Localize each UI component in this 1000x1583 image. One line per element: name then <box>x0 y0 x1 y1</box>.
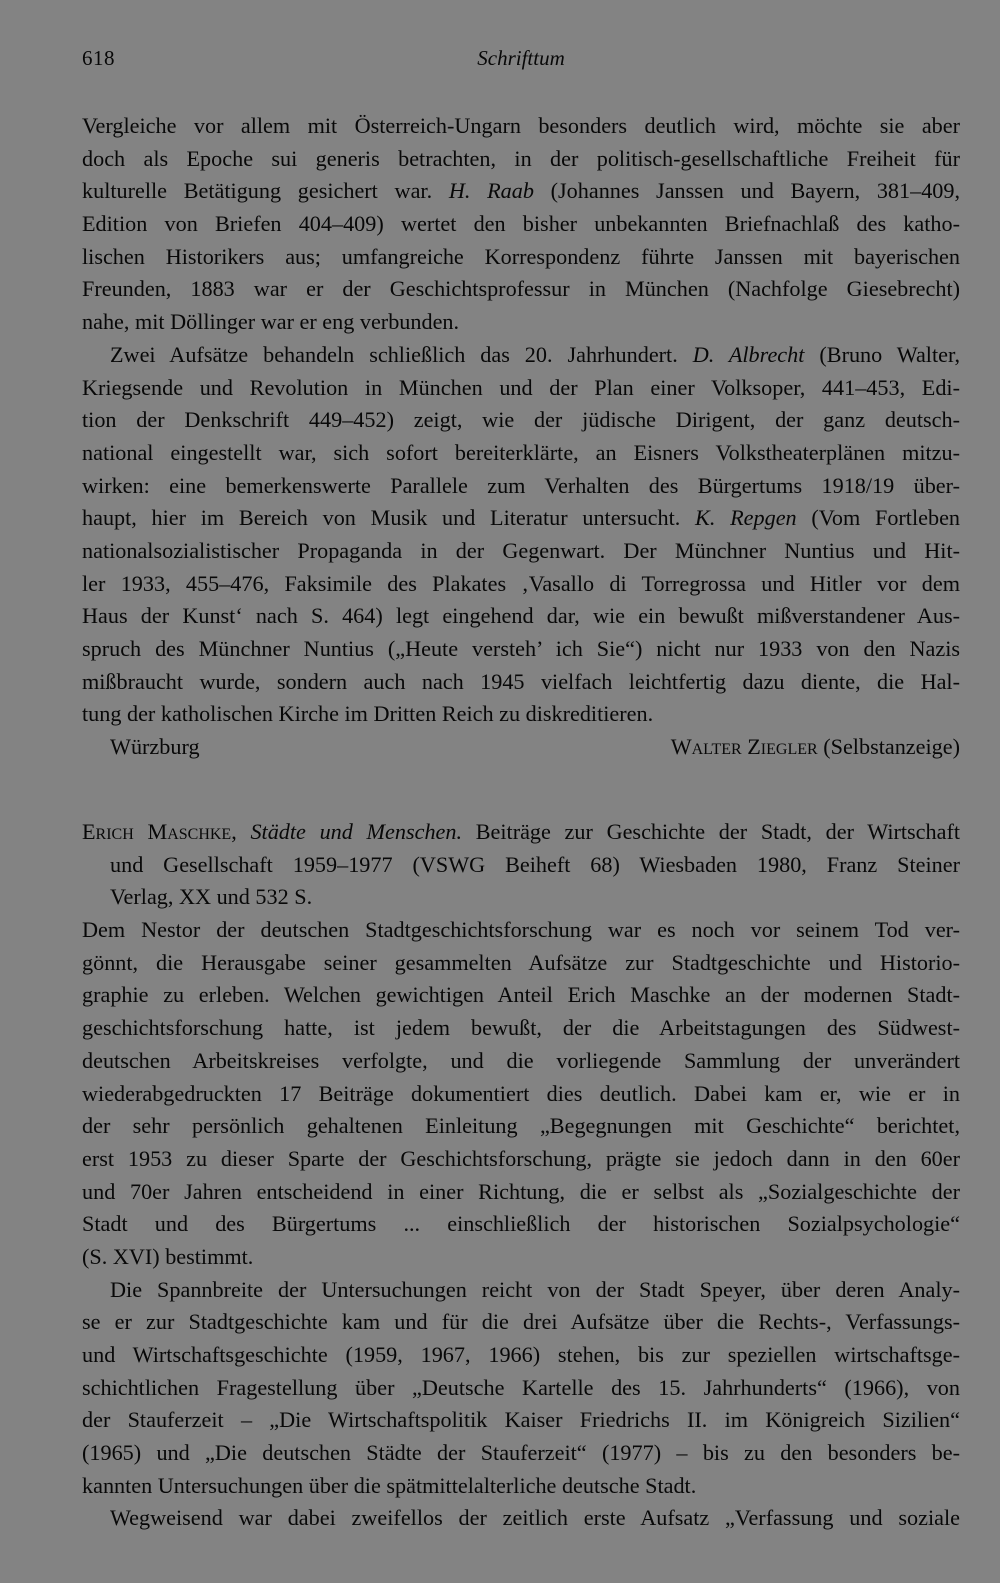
text-line <box>82 175 960 208</box>
review-maschke <box>82 816 960 1535</box>
text-line: wiederabgedruckten 17 Beiträge dokumentiert dies deutlich. Dabei kam er, wie er in <box>82 1080 960 1106</box>
text-line: nahe, mit Döllinger war er eng verbunden. <box>82 309 460 335</box>
running-title: Schrifttum <box>477 46 565 70</box>
reviewer-name: Walter Ziegler <box>670 734 818 760</box>
author-name: D. Albrecht <box>692 341 805 367</box>
text-line: gönnt, die Herausgabe seiner gesammelten Aufsätze zur Stadtgeschichte und Historio- <box>82 949 960 975</box>
text-line: deutschen Arbeitskreises verfolgte, und die vorliegende Sammlung der unverändert <box>82 1047 960 1073</box>
review-place: Würzburg <box>110 734 200 760</box>
text-line: geschichtsforschung hatte, ist jedem bewußt, der die Arbeitstagungen des Südwest- <box>82 1015 960 1041</box>
running-head <box>82 46 960 76</box>
text-line: graphie zu erleben. Welchen gewichtigen Anteil Erich Maschke an der modernen Stadt- <box>82 982 960 1008</box>
bibliographic-heading <box>82 816 960 849</box>
text-line: doch als Epoche sui generis betrachten, in der politisch-gesellschaftliche Freiheit für <box>82 145 960 171</box>
book-author: Erich Maschke, <box>82 819 237 844</box>
text-segment: (Johannes Janssen und Bayern, 381–409, <box>550 178 961 204</box>
text-segment: (Bruno Walter, <box>819 341 961 367</box>
author-name: H. Raab <box>448 178 534 204</box>
bibliographic-line: und Gesellschaft 1959–1977 (VSWG Beiheft 68) Wiesbaden 1980, Franz Steiner <box>110 851 960 877</box>
text-line: Wegweisend war dabei zweifellos der zeitlich erste Aufsatz „Verfassung und soziale <box>110 1505 960 1531</box>
review-signature <box>82 731 960 764</box>
text-line: nationalsozialistischer Propaganda in der Gegenwart. Der Münchner Nuntius und Hit- <box>82 537 960 563</box>
text-line: Dem Nestor der deutschen Stadtgeschichtsforschung war es noch vor seinem Tod ver- <box>82 917 960 943</box>
text-line: ler 1933, 455–476, Faksimile des Plakates ‚Vasallo di Torregrossa und Hitler vor dem <box>82 570 960 596</box>
book-title: Städte und Menschen. <box>250 819 463 844</box>
text-segment: kulturelle Betätigung gesichert war. <box>82 178 433 204</box>
text-line: spruch des Münchner Nuntius („Heute versteh’ ich Sie“) nicht nur 1933 von den Nazis <box>82 636 960 661</box>
text-segment: Beiträge zur Geschichte der Stadt, der Wirtschaft <box>475 819 961 844</box>
text-line: Die Spannbreite der Untersuchungen reicht von der Stadt Speyer, über deren Analy- <box>110 1276 960 1302</box>
text-line: tung der katholischen Kirche im Dritten Reich zu diskreditieren. <box>82 701 654 727</box>
text-segment: Zwei Aufsätze behandeln schließlich das 20. Jahrhundert. <box>110 341 678 367</box>
text-line: Kriegsende und Revolution in München und der Plan einer Volksoper, 441–453, Edi- <box>82 374 960 400</box>
text-line: Haus der Kunst‘ nach S. 464) legt eingehend dar, wie ein bewußt mißverstandener Aus- <box>82 603 960 629</box>
page-number: 618 <box>82 46 115 70</box>
text-segment: haupt, hier im Bereich von Musik und Literatur untersucht. <box>82 505 681 531</box>
text-line: der Stauferzeit – „Die Wirtschaftspolitik Kaiser Friedrichs II. im Königreich Sizilien“ <box>82 1407 960 1433</box>
text-line: (1965) und „Die deutschen Städte der Stauferzeit“ (1977) – bis zu den besonders be- <box>82 1440 960 1466</box>
text-line: der sehr persönlich gehaltenen Einleitung „Begegnungen mit Geschichte“ berichtet, <box>82 1113 960 1139</box>
text-line: Edition von Briefen 404–409) wertet den bisher unbekannten Briefnachlaß des katho- <box>82 211 960 237</box>
text-line: und Wirtschaftsgeschichte (1959, 1967, 1966) stehen, bis zur speziellen wirtschaftsge- <box>82 1342 960 1367</box>
text-line: schichtlichen Fragestellung über „Deutsche Kartelle des 15. Jahrhunderts“ (1966), von <box>82 1374 960 1400</box>
text-line: kannten Untersuchungen über die spätmittelalterliche deutsche Stadt. <box>82 1472 697 1498</box>
text-line: lischen Historikers aus; umfangreiche Korrespondenz führte Janssen mit bayerischen <box>82 243 960 269</box>
text-segment: (Vom Fortleben <box>811 505 961 531</box>
review-ziegler-continuation <box>82 110 960 764</box>
text-line: und 70er Jahren entscheidend in einer Richtung, die er selbst als „Sozialgeschichte der <box>82 1178 960 1204</box>
text-line <box>82 339 960 372</box>
reviewer-block <box>671 731 960 764</box>
reviewer-note: (Selbstanzeige) <box>823 734 960 760</box>
bibliographic-line: Verlag, XX und 532 S. <box>110 884 313 910</box>
text-line: (S. XVI) bestimmt. <box>82 1243 254 1269</box>
text-line: se er zur Stadtgeschichte kam und für die drei Aufsätze über die Rechts-, Verfassungs- <box>82 1309 960 1335</box>
text-line: national eingestellt war, sich sofort bereiterklärte, an Eisners Volkstheaterplänen mitzu- <box>82 439 960 465</box>
text-line: tion der Denkschrift 449–452) zeigt, wie der jüdische Dirigent, der ganz deutsch- <box>82 407 960 433</box>
text-line <box>82 502 960 535</box>
text-line: mißbraucht wurde, sondern auch nach 1945 vielfach leichtfertig dazu diente, die Hal- <box>82 668 960 694</box>
text-line: Stadt und des Bürgertums ... einschließlich der historischen Sozialpsychologie“ <box>82 1211 960 1237</box>
text-line: wirken: eine bemerkenswerte Parallele zum Verhalten des Bürgertums 1918/19 über- <box>82 472 960 498</box>
author-name: K. Repgen <box>695 505 797 531</box>
text-line: Freunden, 1883 war er der Geschichtsprofessur in München (Nachfolge Giesebrecht) <box>82 276 960 302</box>
text-line: erst 1953 zu dieser Sparte der Geschichtsforschung, prägte sie jedoch dann in den 60er <box>82 1145 960 1171</box>
text-line: Vergleiche vor allem mit Österreich-Ungarn besonders deutlich wird, möchte sie aber <box>82 113 960 138</box>
